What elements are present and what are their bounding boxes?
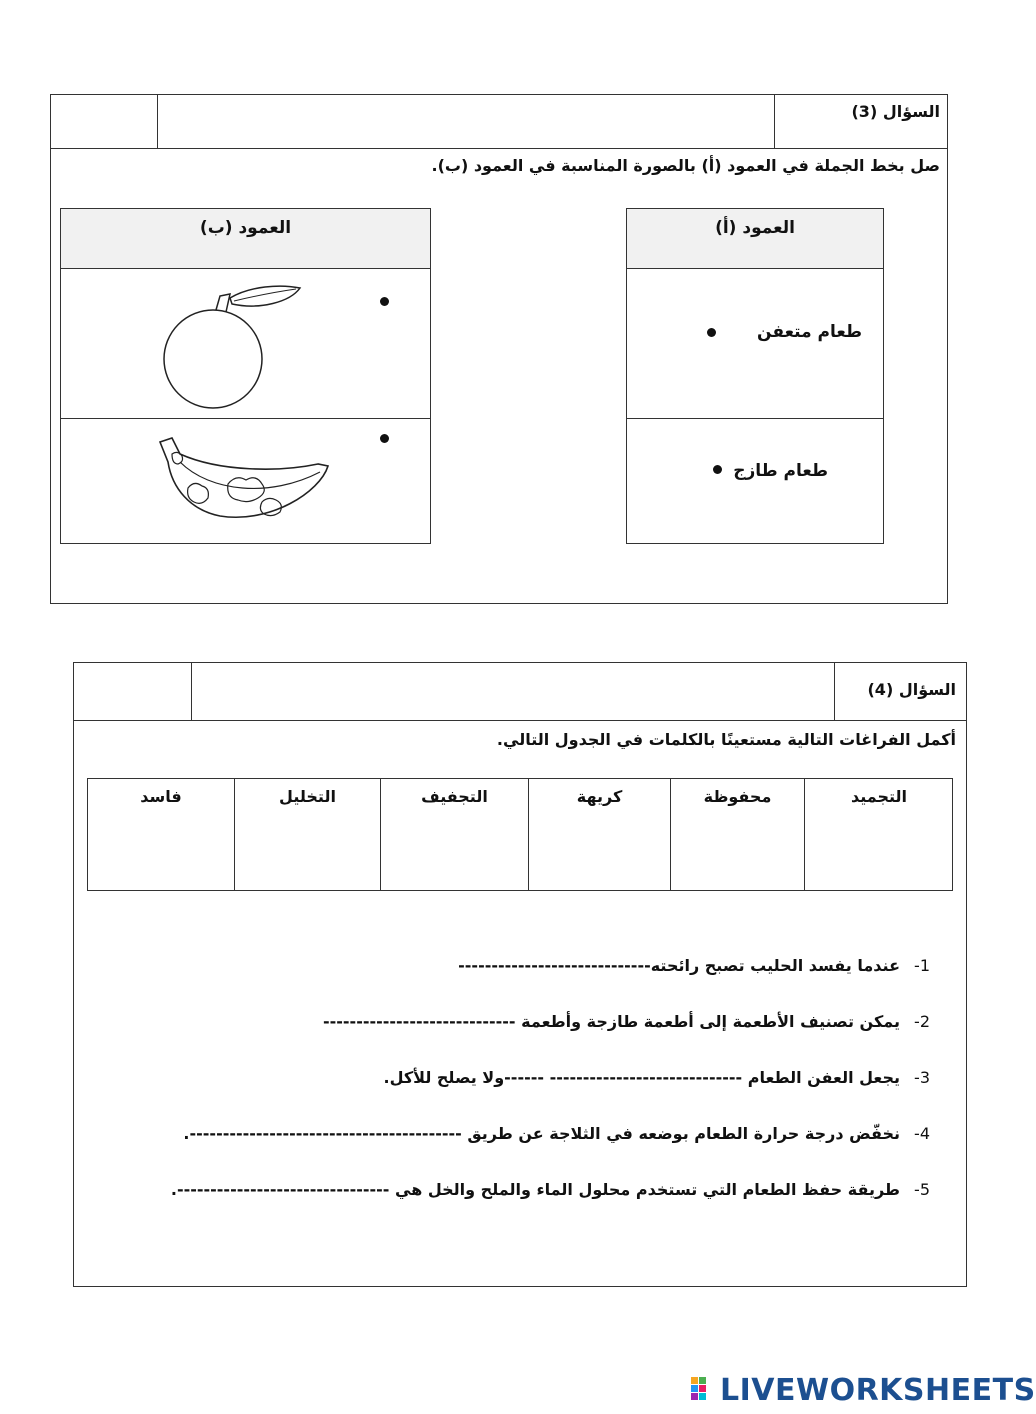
q3-title: السؤال (3) — [851, 102, 940, 121]
sentence-text: نخفّض درجة حرارة الطعام بوضعه في الثلاجة عن طريق -----------------------------------------. — [183, 1124, 900, 1143]
banana-ridge — [180, 462, 320, 488]
sentence-number: 1- — [914, 956, 930, 975]
sentence-4[interactable] — [183, 1124, 930, 1143]
col-b-dot-2[interactable] — [380, 434, 389, 443]
word-bank-item: التجفيف — [421, 787, 488, 806]
sentence-3[interactable] — [384, 1068, 931, 1087]
orange-leaf — [230, 286, 300, 306]
sentence-5[interactable] — [171, 1180, 930, 1199]
orange-stem — [216, 294, 230, 312]
sentence-text: طريقة حفظ الطعام التي تستخدم محلول الماء والملح والخل هي --------------------------------. — [170, 1180, 900, 1199]
banana-spot-1 — [228, 478, 265, 502]
q4-title: السؤال (4) — [867, 680, 956, 699]
q4-instruction: أكمل الفراغات التالية مستعينًا بالكلمات في الجدول التالي. — [496, 730, 956, 749]
banana-spot-4 — [172, 452, 183, 464]
liveworksheets-icon — [690, 1375, 716, 1405]
q4-header-divider-bottom — [73, 720, 967, 721]
col-a-row-1[interactable] — [626, 268, 884, 419]
orange-image — [150, 282, 310, 412]
col-b-dot-1[interactable] — [380, 297, 389, 306]
word-bank-item: التخليل — [279, 787, 336, 806]
liveworksheets-logo — [690, 1372, 1036, 1408]
col-b-header — [60, 208, 431, 269]
q3-header-divider-bottom — [50, 148, 948, 149]
sentence-text: يمكن تصنيف الأطعمة إلى أطعمة طازجة وأطعمة ----------------------------- — [322, 1012, 900, 1031]
col-a-dot-2[interactable] — [713, 465, 722, 474]
sentence-number: 4- — [914, 1124, 930, 1143]
banana-spot-3 — [260, 498, 281, 515]
col-b-header-label: العمود (ب) — [199, 218, 292, 238]
q4-header-divider-2 — [834, 662, 835, 720]
orange-body — [164, 310, 262, 408]
word-bank-item: التجميد — [850, 787, 908, 806]
sentence-text: يجعل العفن الطعام ----------------------------- ------ولا يصلح للأكل. — [383, 1068, 900, 1087]
q3-header-divider-2 — [774, 94, 775, 148]
sentence-number: 3- — [914, 1068, 930, 1087]
col-a-dot-1[interactable] — [707, 328, 716, 337]
sentence-text: عندما يفسد الحليب تصبح رائحته----------------------------- — [458, 956, 900, 975]
q3-instruction: صل بخط الجملة في العمود (أ) بالصورة المناسبة في العمود (ب). — [431, 156, 940, 175]
col-a-row-2[interactable] — [626, 418, 884, 544]
col-a-header-label: العمود (أ) — [715, 218, 795, 238]
word-bank-item: محفوظة — [703, 787, 772, 806]
word-bank-item: فاسد — [140, 787, 182, 806]
sentence-number: 2- — [914, 1012, 930, 1031]
banana-spot-2 — [188, 483, 209, 503]
word-bank-item: كريهة — [576, 787, 623, 806]
liveworksheets-text: LIVEWORKSHEETS — [720, 1372, 1036, 1408]
banana-outline — [160, 438, 328, 517]
col-a-item-1: طعام متعفن — [757, 322, 862, 342]
sentence-number: 5- — [914, 1180, 930, 1199]
rotten-banana-image — [150, 432, 335, 532]
col-a-item-2: طعام طازج — [733, 461, 828, 481]
sentence-1[interactable] — [458, 956, 930, 975]
q3-header-divider-1 — [157, 94, 158, 148]
sentence-2[interactable] — [323, 1012, 930, 1031]
q4-header-divider-1 — [191, 662, 192, 720]
col-a-header — [626, 208, 884, 269]
